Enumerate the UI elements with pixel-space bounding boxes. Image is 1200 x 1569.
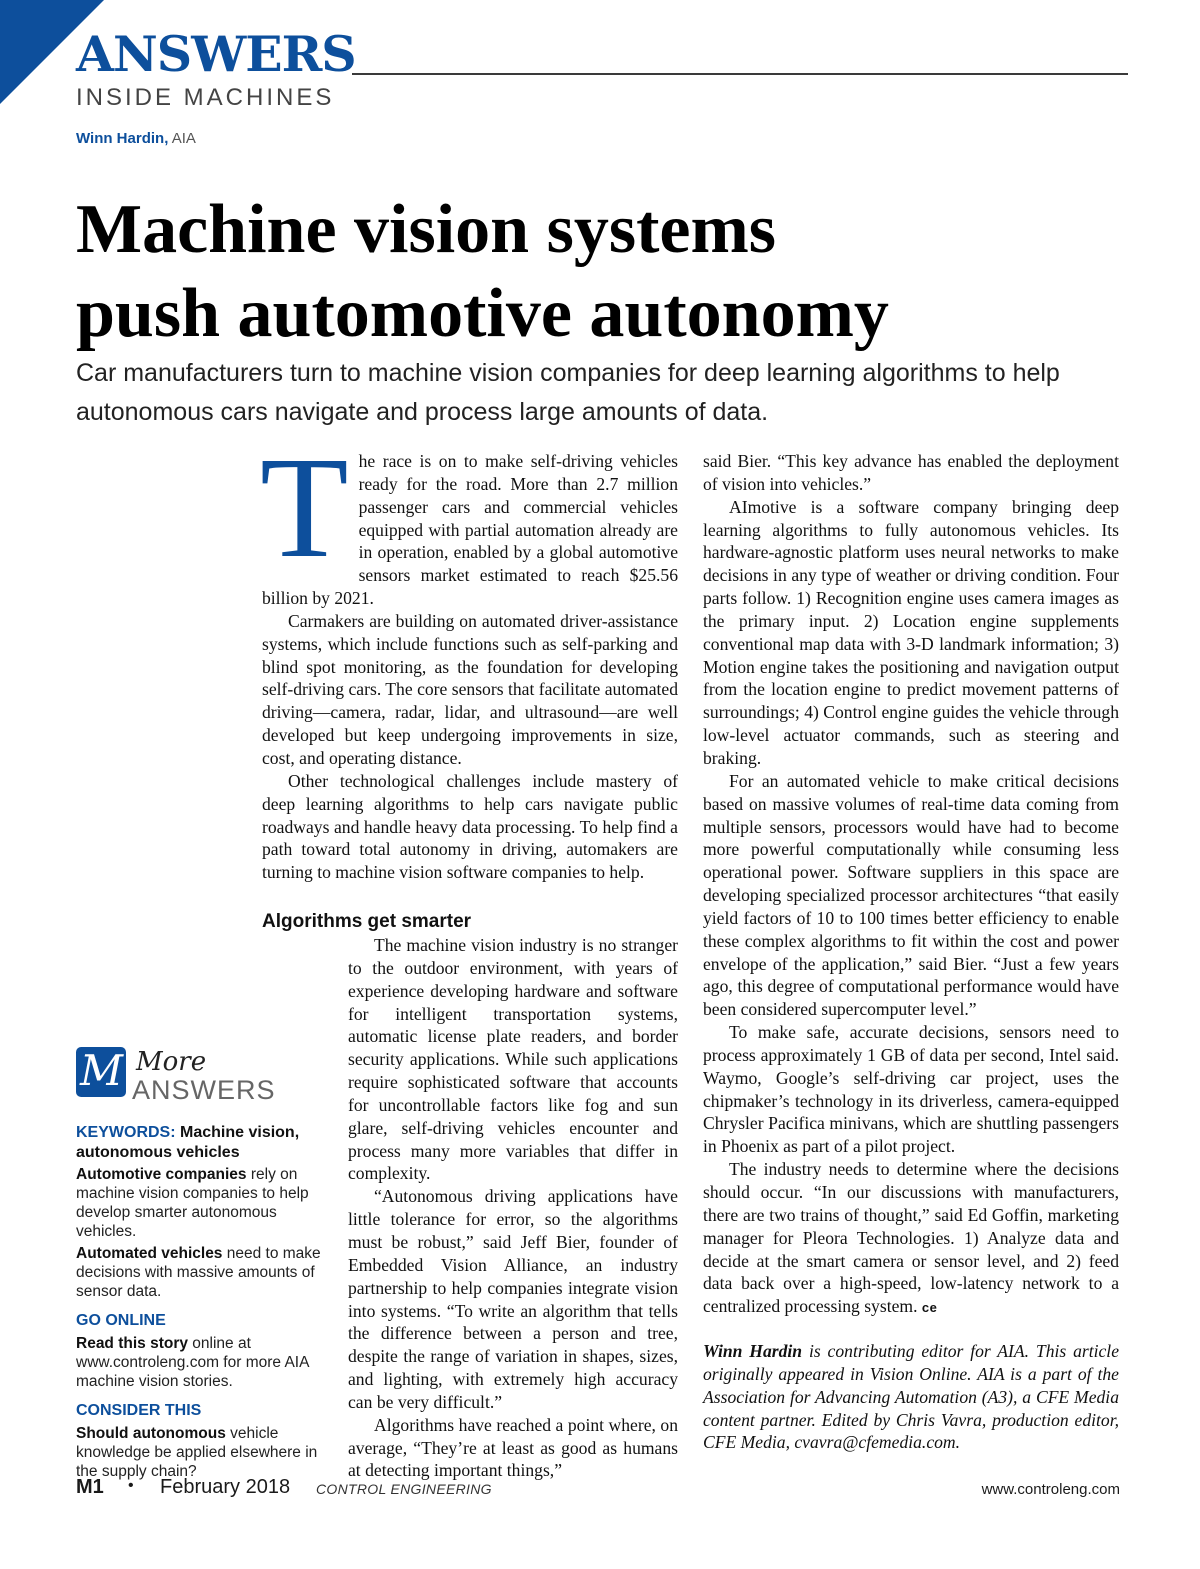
author-bio: Winn Hardin is contributing editor for AIA. This article originally appeared in Vision Online. AIA is a part of the Association for Advancing Automation (A3), a CFE Media content partner. Edited by Chris Vavra, production editor, CFE Media, cvavra@cfemedia.com.: [703, 1341, 1120, 1453]
byline-author: Winn Hardin,: [76, 130, 169, 147]
body-column-1: [260, 428, 678, 1484]
footer-bullet: •: [128, 1477, 134, 1494]
paragraph: The race is on to make self-driving vehicles ready for the road. More than 2.7 million passenger cars and commercial vehicles equipped with partial automation already are in operation, enabled by a global automotive sensors market estimated to reach $25.56 billion by 2021.: [260, 428, 678, 609]
article-title-line2: push automotive autonomy: [76, 275, 889, 352]
keywords-section: [76, 1123, 324, 1301]
byline: [76, 130, 196, 148]
body-column-2: [703, 450, 1119, 1454]
byline-affiliation: AIA: [171, 130, 196, 147]
keywords-text: Machine vision, autonomous vehicles: [76, 1124, 300, 1161]
subhead: Algorithms get smarter: [262, 911, 472, 933]
keyword-note: Automated vehicles need to make decisions with massive amounts of sensor data.: [76, 1245, 321, 1300]
paragraph: “Autonomous driving applications have little tolerance for error, so the algorithms must be robust,” said Jeff Bier, founder of Embedded Vision Alliance, an industry partnership to help companies integrate vision into systems. “To write an algorithm that tells the difference between a person and tree, despite the range of variation in shapes, sizes, and lighting, with extremely high accuracy can be very difficult.”: [348, 1186, 678, 1412]
paragraph: Other technological challenges include mastery of deep learning algorithms to help cars navigate public roadways and handle heavy data processing. To help find a path toward total autonomy in driving, automakers are turning to machine vision software companies to help.: [262, 770, 678, 883]
paragraph: To make safe, accurate decisions, sensors need to process approximately 1 GB of data per second, Intel said. Waymo, Google’s self-driving car project, uses the chipmaker’s technology in its driverless, camera-equipped Chrysler Pacifica minivans, which are shuttling passengers in Phoenix as part of a pilot project.: [703, 1022, 1119, 1157]
section-title: ANSWERS: [76, 25, 356, 83]
paragraph: For an automated vehicle to make critical decisions based on massive volumes of real-time data coming from multiple sensors, processors would have had to become more powerful computationally while consuming less operational power. Software suppliers in this space are developing specialized processor architectures “that easily yield factors of 10 to 100 times better efficiency to enable these complex algorithms to fit within the cost and power envelope of the application,” said Bier. “Just a few years ago, this degree of computational performance would have been considered supercomputer level.”: [703, 770, 1119, 1020]
paragraph: Algorithms have reached a point where, on average, “They’re at least as good as humans at detecting important things,”: [348, 1414, 678, 1481]
article-title: [76, 188, 1176, 356]
paragraph: AImotive is a software company bringing deep learning algorithms to fully autonomous vehicles. Its hardware-agnostic platform uses neural networks to make decisions in any type of weather or driving condition. Four parts follow. 1) Recognition engine uses camera images as the primary input. 2) Location engine supplements conventional map data with 3-D landmark information; 3) Motion engine takes the positioning and navigation output from the location engine to predict movement patterns of surroundings; 4) Control engine guides the vehicle through low-level actuator commands, such as steering and braking.: [703, 496, 1119, 768]
more-answers-sidebar: [76, 1047, 324, 1481]
article-deck: Car manufacturers turn to machine vision companies for deep learning algorithms to help autonomous cars navigate and process large amounts of data.: [76, 359, 1060, 426]
section-subtitle: INSIDE MACHINES: [76, 84, 335, 111]
keyword-note: Automotive companies rely on machine vision companies to help develop smarter autonomous vehicles.: [76, 1166, 309, 1240]
issue-date: February 2018: [160, 1476, 291, 1498]
go-online-text[interactable]: Read this story online at www.controleng.com for more AIA machine vision stories.: [76, 1335, 309, 1390]
paragraph: The machine vision industry is no stranger to the outdoor environment, with years of experience developing hardware and software for intelligent transportation systems, automatic license plate readers, and border security applications. While such applications require sophisticated software that accounts for uncontrollable factors like fog and sun glare, self-driving vehicles encounter and process many more variables that differ in complexity.: [262, 934, 678, 1185]
bio-name: Winn Hardin: [703, 1341, 803, 1362]
consider-this-section: [76, 1401, 324, 1481]
answers-label: ANSWERS: [132, 1075, 276, 1105]
paragraph: Carmakers are building on automated driver-assistance systems, which include functions such as self-parking and blind spot monitoring, as the foundation for developing self-driving cars. The core sensors that facilitate automated driving—camera, radar, lidar, and ultrasound—are well developed but keep undergoing improvements in size, cost, and operating distance.: [262, 610, 678, 768]
more-answers-logo: [76, 1047, 324, 1113]
end-mark: ce: [921, 1300, 938, 1316]
paragraph: The industry needs to determine where the decisions should occur. “In our discussions with manufacturers, there are two trains of thought,” said Ed Goffin, marketing manager for Pleora Technologies. 1) Analyze data and decide at the smart camera or sensor level, and 2) feed data back over a high-speed, low-latency network to a centralized processing system. ce: [703, 1159, 1119, 1317]
m-logo-icon: M: [76, 1047, 126, 1097]
section-rule: [352, 73, 1128, 75]
drop-cap: T: [260, 428, 349, 588]
more-label: More: [136, 1047, 207, 1077]
paragraph: said Bier. “This key advance has enabled the deployment of vision into vehicles.”: [703, 451, 1119, 494]
website-link[interactable]: www.controleng.com: [981, 1481, 1120, 1498]
consider-this-heading: CONSIDER THIS: [76, 1402, 202, 1419]
magazine-name: CONTROL ENGINEERING: [316, 1481, 492, 1497]
go-online-section: [76, 1311, 324, 1391]
keywords-heading: KEYWORDS:: [76, 1124, 176, 1141]
go-online-heading: GO ONLINE: [76, 1312, 166, 1329]
article-title-line1: Machine vision systems: [76, 191, 776, 268]
consider-this-text: Should autonomous vehicle knowledge be applied elsewhere in the supply chain?: [76, 1425, 318, 1480]
page-footer: [76, 1476, 1120, 1502]
page-number: M1: [76, 1476, 104, 1498]
